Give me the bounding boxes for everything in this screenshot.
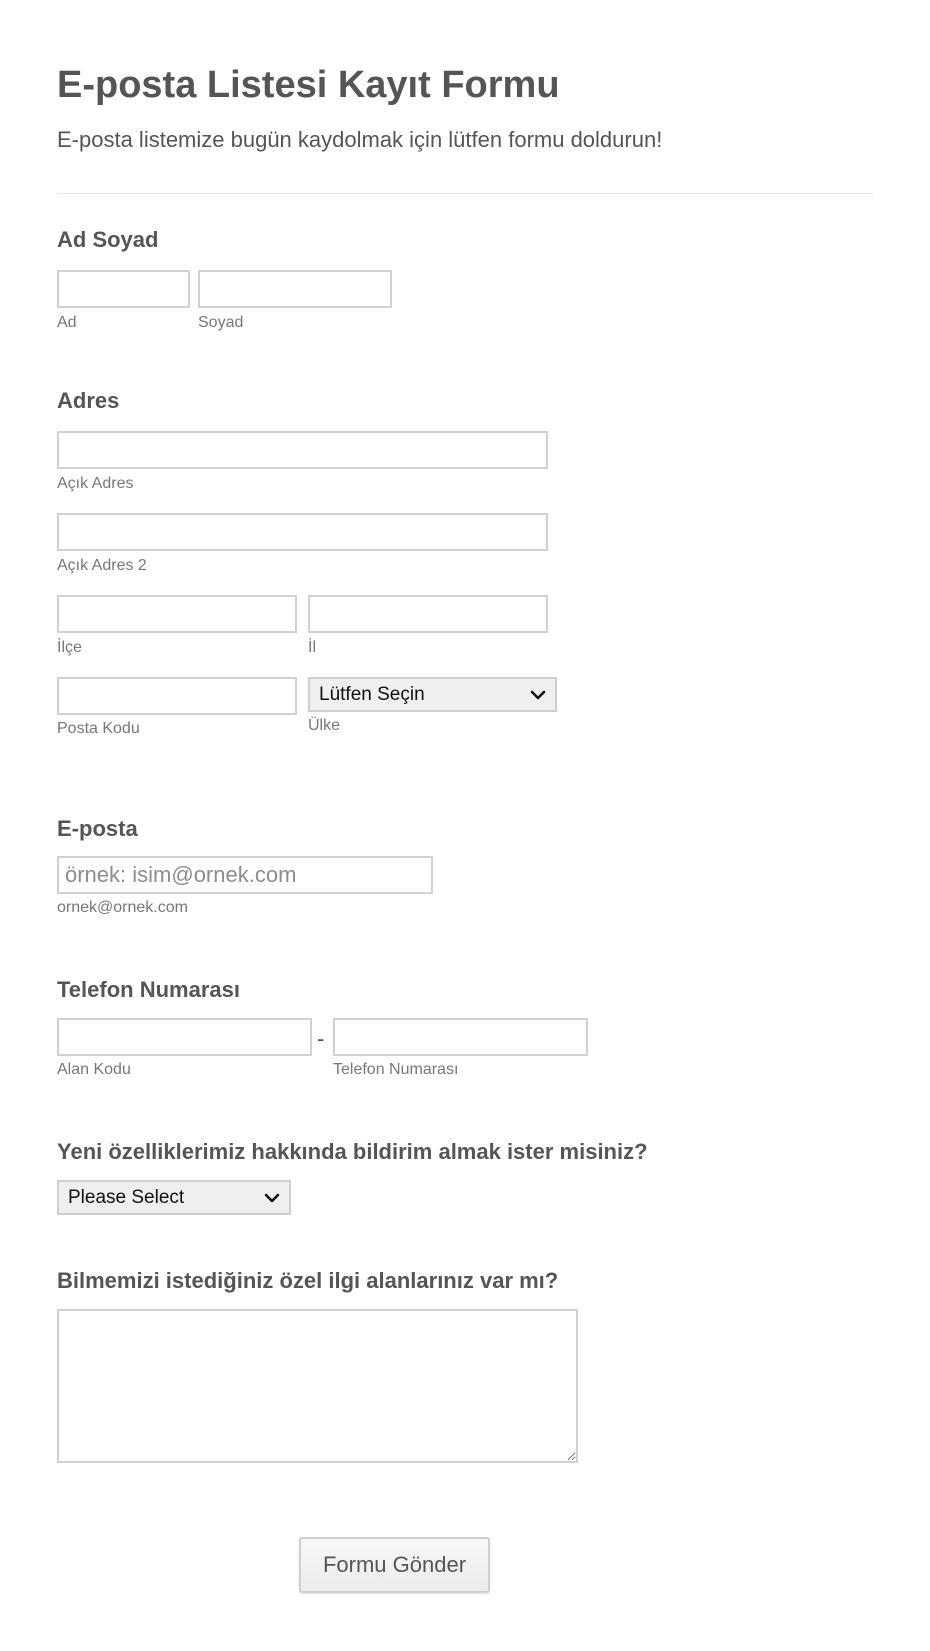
first-name-sublabel: Ad	[57, 314, 77, 331]
page-subtitle: E-posta listemize bugün kaydolmak için lütfen formu doldurun!	[57, 127, 663, 152]
last-name-input[interactable]	[198, 270, 392, 308]
email-label: E-posta	[57, 816, 138, 841]
phone-number-input[interactable]	[333, 1018, 588, 1056]
city-input[interactable]	[308, 595, 548, 633]
notify-select[interactable]	[57, 1180, 291, 1215]
area-code-input[interactable]	[57, 1018, 312, 1056]
address-label: Adres	[57, 388, 120, 413]
area-code-sublabel: Alan Kodu	[57, 1061, 131, 1078]
chevron-down-icon	[261, 1187, 283, 1209]
email-sublabel: ornek@ornek.com	[57, 899, 188, 916]
header-divider	[57, 193, 873, 194]
submit-button[interactable]: Formu Gönder	[299, 1537, 490, 1593]
street-address-sublabel: Açık Adres	[57, 475, 134, 492]
chevron-down-icon	[527, 684, 549, 706]
notify-select-value: Please Select	[68, 1186, 185, 1208]
interests-textarea[interactable]	[57, 1309, 578, 1463]
last-name-sublabel: Soyad	[198, 314, 244, 331]
country-select-value: Lütfen Seçin	[319, 683, 425, 705]
phone-separator: -	[317, 1026, 325, 1051]
district-input[interactable]	[57, 595, 297, 633]
postal-code-input[interactable]	[57, 677, 297, 715]
notify-question-label: Yeni özelliklerimiz hakkında bildirim almak ister misiniz?	[57, 1139, 648, 1164]
email-input[interactable]	[57, 856, 433, 894]
country-select[interactable]	[308, 677, 557, 712]
phone-label: Telefon Numarası	[57, 977, 240, 1002]
street-address-2-input[interactable]	[57, 513, 548, 551]
postal-code-sublabel: Posta Kodu	[57, 720, 140, 737]
phone-number-sublabel: Telefon Numarası	[333, 1061, 459, 1078]
country-sublabel: Ülke	[308, 717, 341, 734]
street-address-input[interactable]	[57, 431, 548, 469]
city-sublabel: İl	[308, 639, 316, 656]
district-sublabel: İlçe	[57, 639, 82, 656]
street-address-2-sublabel: Açık Adres 2	[57, 557, 147, 574]
page-title: E-posta Listesi Kayıt Formu	[57, 64, 560, 106]
interests-question-label: Bilmemizi istediğiniz özel ilgi alanlarınız var mı?	[57, 1268, 559, 1293]
first-name-input[interactable]	[57, 270, 190, 308]
full-name-label: Ad Soyad	[57, 227, 159, 252]
